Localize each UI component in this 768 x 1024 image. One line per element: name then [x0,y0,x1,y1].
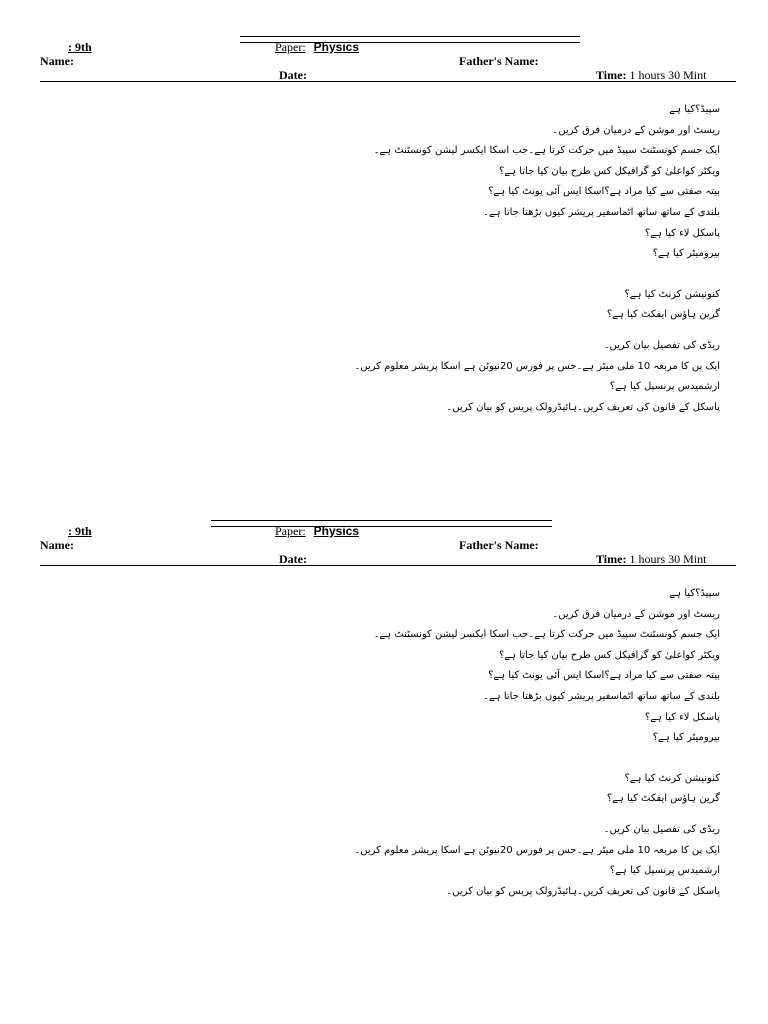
question-item: پاسکل لاء کیا ہے؟ [644,711,720,723]
time-label: Time: [596,68,627,82]
paper-line [275,524,359,539]
name-label: Name: [40,538,74,552]
question-item: پاسکل لاء کیا ہے؟ [644,227,720,239]
question-item: بیرومیٹر کیا ہے؟ [652,732,720,744]
date-label: Date: [279,552,307,566]
question-item: بلندی کے ساتھ ساتھ اٹماسفیر پریشر کیوں بڑھتا جاتا ہے۔ [483,206,720,218]
question-item: ویکٹر کواعلیٰ کو گرافیکل کس طرح بیان کیا جاتا ہے؟ [498,165,720,177]
question-item: پاسکل کے قانون کی تعریف کریں۔ہائیڈرولک پریس کو بیان کریں۔ [446,401,720,413]
question-item: بیرومیٹر کیا ہے؟ [652,248,720,260]
subject-name: Physics [313,40,360,54]
time-label: Time: [596,552,627,566]
question-item: کنونیشن کرنٹ کیا ہے؟ [624,772,720,784]
question-item: گرین ہاؤس ایفکٹ کیا ہے؟ [606,309,720,321]
father-name-label: Father's Name: [459,538,539,552]
question-item: ارشمیدس پرنسپل کیا ہے؟ [609,865,720,877]
question-list [300,100,720,418]
time-value: 1 hours 30 Mint [629,68,707,82]
question-item: ایک پن کا مربعہ 10 ملی میٹر ہے۔جس پر فورس 20نیوٹن ہے اسکا پریشر معلوم کریں۔ [354,360,720,372]
subject-name: Physics [313,524,360,538]
date-label: Date: [279,68,307,82]
question-item: ویکٹر کواعلیٰ کو گرافیکل کس طرح بیان کیا جاتا ہے؟ [498,649,720,661]
question-paper-sheet-2 [0,484,768,984]
paper-label: Paper: [275,40,306,54]
question-list [300,584,720,902]
question-item: ریسٹ اور موشن کے درمیان فرق کریں۔ [552,124,720,136]
question-item: ریڈی کی تفصیل بیان کریں۔ [603,339,720,351]
question-item: ارشمیدس پرنسپل کیا ہے؟ [609,381,720,393]
question-item: ایک جسم کونسٹنٹ سپیڈ میں حرکت کرتا ہے۔جب اسکا ایکسر لیشن کونسٹنٹ ہے۔ [373,145,720,157]
question-item: ایک پن کا مربعہ 10 ملی میٹر ہے۔جس پر فورس 20نیوٹن ہے اسکا پریشر معلوم کریں۔ [354,844,720,856]
question-item: گرین ہاؤس ایفکٹ کیا ہے؟ [606,793,720,805]
question-item: پاسکل کے قانون کی تعریف کریں۔ہائیڈرولک پریس کو بیان کریں۔ [446,885,720,897]
class-label: : 9th [68,524,92,538]
class-label: : 9th [68,40,92,54]
father-name-label: Father's Name: [459,54,539,68]
question-item: ایک جسم کونسٹنٹ سپیڈ میں حرکت کرتا ہے۔جب اسکا ایکسر لیشن کونسٹنٹ ہے۔ [373,629,720,641]
name-label: Name: [40,54,74,68]
question-paper-sheet-1 [0,0,768,500]
question-item: ریڈی کی تفصیل بیان کریں۔ [603,823,720,835]
paper-label: Paper: [275,524,306,538]
question-item: کنونیشن کرنٹ کیا ہے؟ [624,288,720,300]
header-rule [40,565,736,566]
question-item: سپیڈ؟کیا ہے [669,104,720,115]
title-double-rule [211,520,552,527]
question-item: سپیڈ؟کیا ہے [669,588,720,599]
question-item: بلندی کے ساتھ ساتھ اٹماسفیر پریشر کیوں بڑھتا جاتا ہے۔ [483,690,720,702]
question-item: بیتہ صفتی سے کیا مراد ہے؟اسکا ایس آئی یونٹ کیا ہے؟ [488,670,720,682]
header-rule [40,81,736,82]
time-value: 1 hours 30 Mint [629,552,707,566]
paper-line [275,40,359,55]
question-item: بیتہ صفتی سے کیا مراد ہے؟اسکا ایس آئی یونٹ کیا ہے؟ [488,186,720,198]
question-item: ریسٹ اور موشن کے درمیان فرق کریں۔ [552,608,720,620]
